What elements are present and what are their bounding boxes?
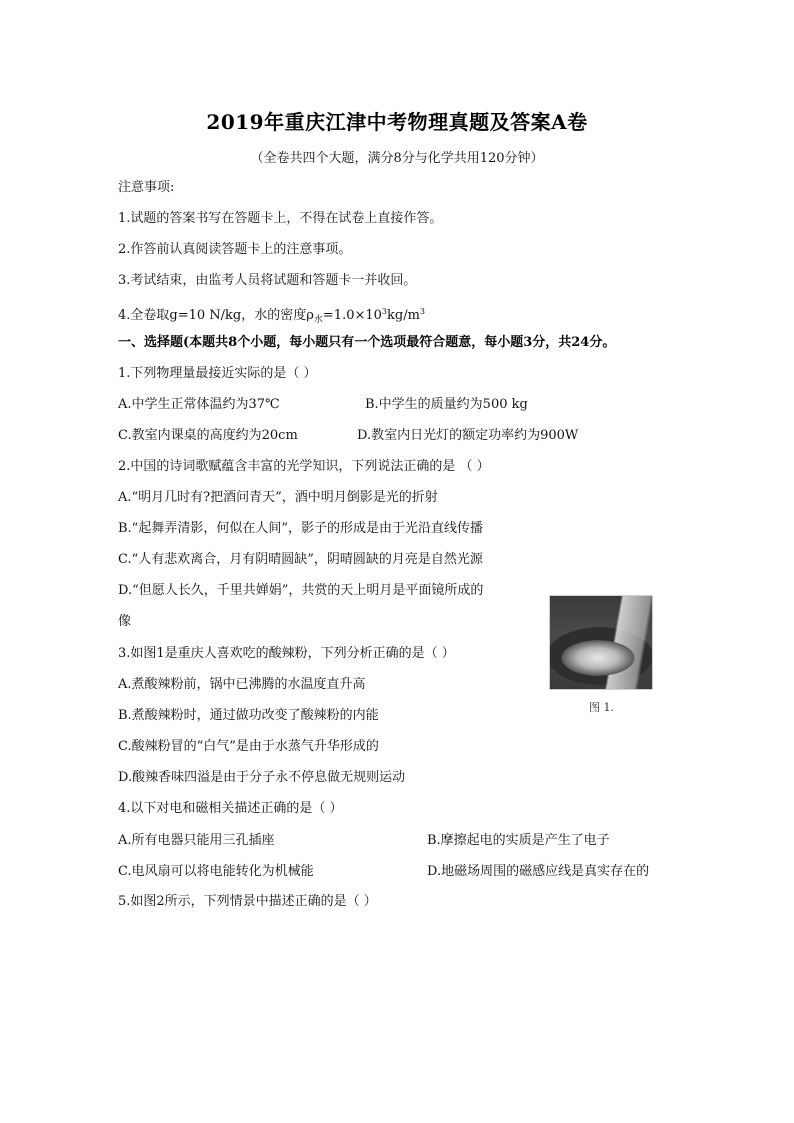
note-item-4-prefix: 4.全卷取g=10 N/kg，水的密度ρ — [118, 308, 314, 323]
question-1-option-a: A.中学生正常体温约为37℃ — [118, 397, 280, 412]
section-1-heading: 一、选择题(本题共8个小题，每小题只有一个选项最符合题意，每小题3分，共24分。 — [118, 335, 616, 350]
question-1-option-d: D.教室内日光灯的额定功率约为900W — [357, 428, 579, 443]
question-2-option-d: D.“但愿人长久，千里共婵娟”，共赏的天上明月是平面镜所成的 — [118, 583, 484, 598]
note-item-1: 1.试题的答案书写在答题卡上，不得在试卷上直接作答。 — [118, 211, 443, 226]
question-1-stem: 1.下列物理量最接近实际的是（ ） — [118, 366, 317, 381]
note-item-4-sup2: 3 — [419, 307, 426, 316]
document-title: 2019年重庆江津中考物理真题及答案A卷 — [206, 110, 588, 134]
question-2-option-d-continued: 像 — [118, 614, 132, 629]
note-item-4 — [118, 304, 425, 328]
figure-1-photo-icon — [549, 595, 653, 690]
note-item-2: 2.作答前认真阅读答题卡上的注意事项。 — [118, 242, 352, 257]
question-3-option-d: D.酸辣香味四溢是由于分子永不停息做无规则运动 — [118, 770, 406, 785]
note-item-4-unit: kg/m — [387, 308, 420, 323]
figure-1-caption: 图 1. — [589, 701, 614, 714]
question-2-option-b: B.“起舞弄清影，何似在人间”，影子的形成是由于光沿直线传播 — [118, 521, 483, 536]
question-3-stem: 3.如图1是重庆人喜欢吃的酸辣粉，下列分析正确的是（ ） — [118, 646, 455, 661]
question-1-option-c: C.教室内课桌的高度约为20cm — [118, 428, 298, 443]
question-2-stem: 2.中国的诗词歌赋蕴含丰富的光学知识，下列说法正确的是 （ ） — [118, 459, 490, 474]
question-3-option-b: B.煮酸辣粉时，通过做功改变了酸辣粉的内能 — [118, 708, 379, 723]
question-1-option-b: B.中学生的质量约为500 kg — [365, 397, 528, 412]
note-item-4-sub: 水 — [313, 315, 323, 325]
question-2-option-a: A.“明月几时有?把酒问青天”，酒中明月倒影是光的折射 — [118, 490, 438, 505]
question-4-option-c: C.电风扇可以将电能转化为机械能 — [118, 864, 314, 879]
question-5-stem: 5.如图2所示，下列情景中描述正确的是（ ） — [118, 894, 377, 909]
question-4-option-a: A.所有电器只能用三孔插座 — [118, 833, 275, 848]
note-item-4-middle: =1.0×10 — [322, 308, 382, 323]
notes-heading: 注意事项: — [118, 180, 175, 195]
question-4-stem: 4.以下对电和磁相关描述正确的是（ ） — [118, 801, 343, 816]
note-item-4-sup1: 3 — [381, 307, 388, 316]
note-item-3: 3.考试结束，由监考人员将试题和答题卡一并收回。 — [118, 273, 417, 288]
document-subtitle: （全卷共四个大题，满分8分与化学共用120分钟） — [250, 151, 544, 166]
question-4-option-d: D.地磁场周围的磁感应线是真实存在的 — [427, 864, 650, 879]
question-3-option-a: A.煮酸辣粉前，锅中已沸腾的水温度直升高 — [118, 677, 366, 692]
question-2-option-c: C.“人有悲欢离合，月有阴晴圆缺”，阴晴圆缺的月亮是自然光源 — [118, 552, 483, 567]
question-3-option-c: C.酸辣粉冒的“白气”是由于水蒸气升华形成的 — [118, 739, 379, 754]
question-4-option-b: B.摩擦起电的实质是产生了电子 — [427, 833, 610, 848]
